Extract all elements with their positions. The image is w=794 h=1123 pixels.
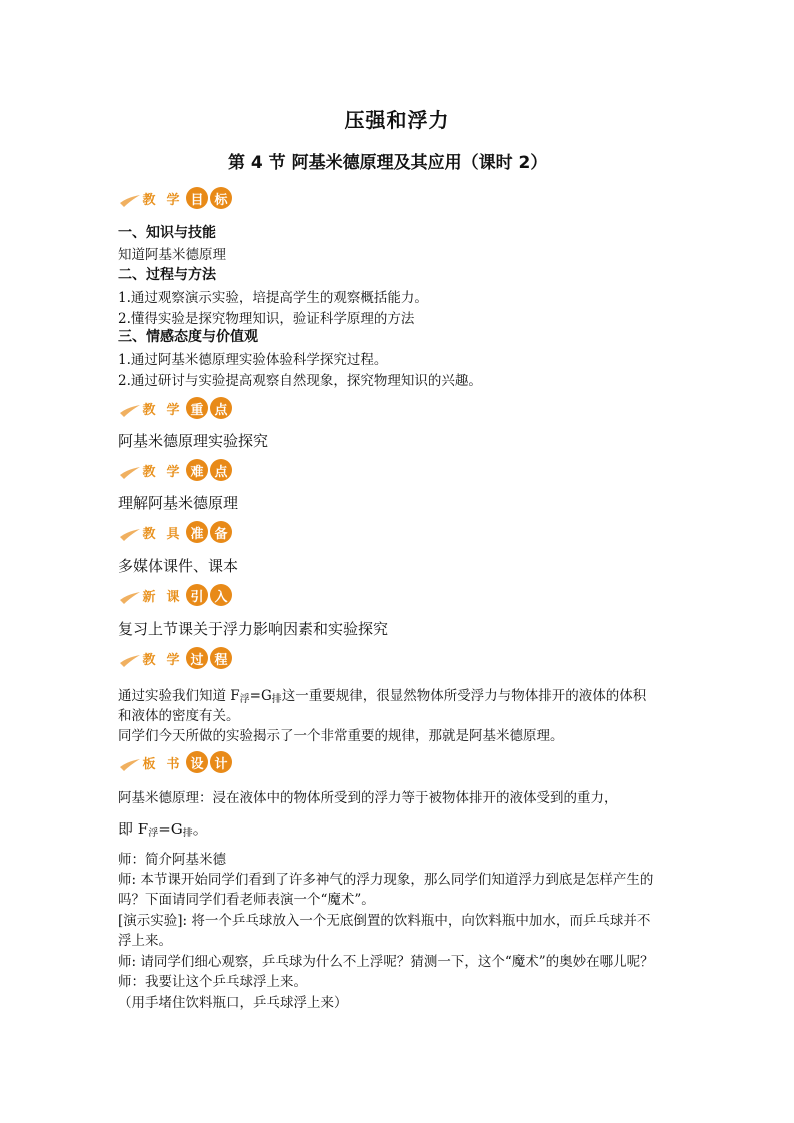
text: 排 — [182, 828, 193, 839]
badge-char: 难 — [186, 459, 208, 481]
badge-char: 目 — [186, 187, 208, 209]
badge-char: 准 — [186, 521, 208, 543]
badge-char: 新 — [142, 589, 156, 605]
badge-char: 点 — [210, 459, 232, 481]
board-line: 吗？下面请同学们看老师表演一个“魔术”。 — [118, 892, 375, 908]
board-line: 师：简介阿基米德 — [118, 852, 226, 868]
page-subtitle: 第 4 节 阿基米德原理及其应用（课时 2） — [228, 153, 548, 173]
badge-char: 标 — [210, 187, 232, 209]
section-badge-keypoint — [118, 395, 228, 421]
goals-line: 1.通过阿基米德原理实验体验科学探究过程。 — [118, 352, 388, 368]
section-badge-difficulty — [118, 457, 228, 483]
badge-char: 具 — [166, 526, 180, 542]
badge-char: 过 — [186, 647, 208, 669]
goals-heading-3: 三、情感态度与价值观 — [118, 329, 258, 345]
badge-char: 学 — [166, 192, 180, 208]
page-title: 压强和浮力 — [344, 108, 450, 132]
text: 浮 — [148, 828, 159, 839]
text: 通过实验我们知道 F — [118, 688, 240, 704]
process-paragraph-2: 同学们今天所做的实验揭示了一个非常重要的规律，那就是阿基米德原理。 — [118, 728, 564, 744]
goals-heading-2: 二、过程与方法 — [118, 267, 216, 283]
badge-char: 程 — [210, 647, 232, 669]
board-line: [演示实验]: 将一个乒乓球放入一个无底倒置的饮料瓶中，向饮料瓶中加水，而乒乓球并不 — [118, 913, 651, 929]
badge-char: 课 — [166, 589, 180, 605]
board-formula — [118, 818, 208, 839]
badge-char: 书 — [166, 756, 180, 772]
goals-line: 1.通过观察演示实验，培提高学生的观察概括能力。 — [118, 290, 428, 306]
badge-char: 教 — [142, 192, 156, 208]
badge-char: 教 — [142, 464, 156, 480]
board-line: 师：我要让这个乒乓球浮上来。 — [118, 974, 307, 990]
section-badge-tools — [118, 519, 228, 545]
section-badge-intro — [118, 582, 228, 608]
board-line: 阿基米德原理：浸在液体中的物体所受到的浮力等于被物体排开的液体受到的重力， — [118, 790, 618, 806]
text: 。 — [192, 820, 208, 838]
board-line: 师: 请同学们细心观察，乒乓球为什么不上浮呢？猜测一下，这个“魔术”的奥妙在哪儿呢？ — [118, 954, 654, 970]
badge-char: 入 — [210, 584, 232, 606]
section-badge-process — [118, 645, 228, 671]
badge-char: 计 — [210, 751, 232, 773]
difficulty-text: 理解阿基米德原理 — [118, 494, 239, 512]
board-line: （用手堵住饮料瓶口，乒乓球浮上来） — [118, 995, 348, 1011]
board-line: 浮上来。 — [118, 933, 172, 949]
badge-char: 备 — [210, 521, 232, 543]
badge-char: 教 — [142, 402, 156, 418]
section-badge-board — [118, 749, 228, 775]
text: =G — [158, 820, 183, 838]
goals-heading-1: 一、知识与技能 — [118, 225, 216, 241]
process-paragraph-1b: 和液体的密度有关。 — [118, 708, 240, 724]
section-badge-goals — [118, 185, 228, 211]
badge-char: 设 — [186, 751, 208, 773]
tools-text: 多媒体课件、课本 — [118, 557, 239, 575]
badge-char: 重 — [186, 397, 208, 419]
goals-line: 2.懂得实验是探究物理知识，验证科学原理的方法 — [118, 311, 415, 327]
text: =G — [249, 688, 272, 704]
badge-char: 点 — [210, 397, 232, 419]
text: 这一重要规律，很显然物体所受浮力与物体排开的液体的体积 — [281, 688, 647, 704]
keypoint-text: 阿基米德原理实验探究 — [118, 432, 269, 450]
badge-char: 引 — [186, 584, 208, 606]
goals-line: 2.通过研讨与实验提高观察自然现象，探究物理知识的兴趣。 — [118, 373, 482, 389]
text: 排 — [271, 694, 282, 705]
badge-char: 教 — [142, 526, 156, 542]
badge-char: 学 — [166, 652, 180, 668]
badge-char: 学 — [166, 402, 180, 418]
badge-char: 教 — [142, 652, 156, 668]
goals-line: 知道阿基米德原理 — [118, 247, 226, 263]
badge-char: 学 — [166, 464, 180, 480]
text: 浮 — [239, 694, 250, 705]
process-paragraph-1a — [118, 684, 646, 705]
intro-text: 复习上节课关于浮力影响因素和实验探究 — [118, 620, 389, 638]
board-line: 师: 本节课开始同学们看到了许多神气的浮力现象，那么同学们知道浮力到底是怎样产生的 — [118, 872, 654, 888]
text: 即 F — [118, 820, 149, 838]
badge-char: 板 — [142, 756, 156, 772]
